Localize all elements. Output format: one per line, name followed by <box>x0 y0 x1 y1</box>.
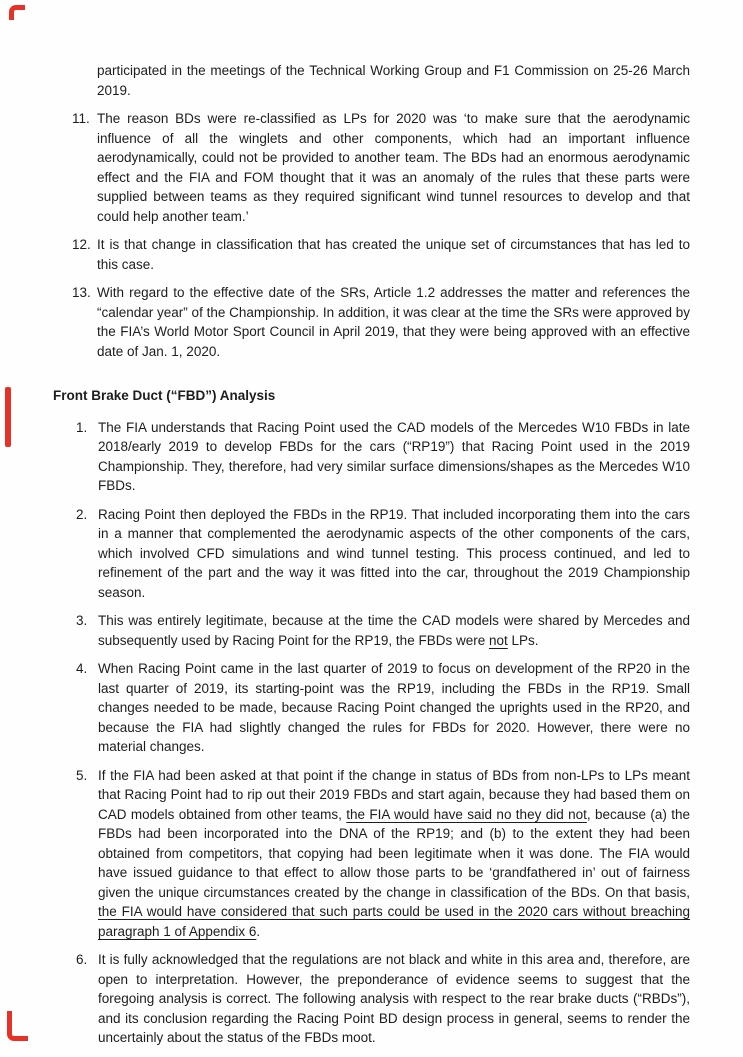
item-number: 2. <box>76 506 88 522</box>
item-text: The FIA understands that Racing Point used the CAD models of the Mercedes W10 FBDs in late 2018/early 2019 to develop FBDs for the cars (“RP19”) that Racing Point used in the 2019 Championship. They, therefore, had very similar surface dimensions/shapes as the Mercedes W10 FBDs. <box>98 419 690 493</box>
numbered-list-1-6 <box>53 418 690 1048</box>
item-number: 3. <box>76 613 88 628</box>
list-item-12 <box>53 235 690 274</box>
item-text: If the FIA had been asked at that point if the change in status of BDs from non-LPs to LPs meant that Racing Point had to rip out their 2019 FBDs and start again, because they had based them on CAD models obtained from other teams, the FIA would have said no they did not, because (a) the FBDs had been incorporated into the DNA of the RP19; and (b) to the extent they had been obtained from competitors, that copying had been legitimate when it was done. The FIA would have issued guidance to that effect to allow those parts to be ‘grandfathered in’ out of fairness given the unique circumstances created by the change in classification of the BDs. On that basis, the FIA would have considered that such parts could be used in the 2020 cars without breaching paragraph 1 of Appendix 6. <box>98 767 690 939</box>
list-item-6 <box>53 950 690 1048</box>
item-text: It is fully acknowledged that the regulations are not black and white in this area and, therefore, are open to interpretation. However, the preponderance of evidence seems to suggest that the foregoing analysis is correct. The following analysis with respect to the rear brake ducts (“RBDs”), and its conclusion regarding the Racing Point BD design process in general, seems to render the uncertainly about the status of the FBDs moot. <box>98 952 690 1045</box>
section-heading: Front Brake Duct (“FBD”) Analysis <box>53 388 276 403</box>
item-text: This was entirely legitimate, because at the time the CAD models were shared by Mercedes and subsequently used by Racing Point for the RP19, the FBDs were not LPs. <box>98 613 690 648</box>
item-number: 13. <box>72 285 91 300</box>
item-number: 11. <box>72 111 90 126</box>
item-text: With regard to the effective date of the SRs, Article 1.2 addresses the matter and references the “calendar year” of the Championship. In addition, it was clear at the time the SRs were approved by the FIA’s World Motor Sport Council in April 2019, that they were being approved with an effective date of Jan. 1, 2020. <box>97 285 690 359</box>
list-item-13 <box>53 283 690 361</box>
item-number: 5. <box>76 767 88 783</box>
item-text: It is that change in classification that has created the unique set of circumstances that has led to this case. <box>97 237 690 272</box>
item-text: The reason BDs were re-classified as LPs for 2020 was ‘to make sure that the aerodynamic influence of all the winglets and other components, which had an important influence aerodynamically, could not be provided to another team. The BDs had an enormous aerodynamic effect and the FIA and FOM thought that it was an anomaly of the rules that these parts were supplied between teams as they required significant wind tunnel resources to develop and that could help another team.’ <box>97 111 690 224</box>
list-item-3 <box>53 611 690 650</box>
list-item-1 <box>53 418 690 496</box>
list-item-2 <box>53 505 690 603</box>
item-number: 6. <box>76 952 88 967</box>
item-number: 1. <box>76 419 88 435</box>
list-item-4 <box>53 659 690 757</box>
item-text: When Racing Point came in the last quarter of 2019 to focus on development of the RP20 in the last quarter of 2019, its starting-point was the RP19, including the FBDs in the RP19. Small changes needed to be made, because Racing Point changed the uprights used in the RP20, and because the FIA had slightly changed the rules for FBDs for 2020. However, there were no material changes. <box>98 661 690 754</box>
item-text: Racing Point then deployed the FBDs in the RP19. That included incorporating them into the cars in a manner that complemented the aerodynamic aspects of the other components of the cars, which involved CFD simulations and wind tunnel testing. This process continued, and led to refinement of the part and the way it was fitted into the car, throughout the 2019 Championship season. <box>98 506 690 600</box>
numbered-list-11-13 <box>53 109 690 361</box>
paragraph-continuation: participated in the meetings of the Technical Working Group and F1 Commission on 25-26 March 2019. <box>97 63 690 98</box>
item-number: 4. <box>76 661 88 676</box>
list-item-11 <box>53 109 690 226</box>
item-number: 12. <box>72 237 91 252</box>
list-item-5 <box>53 766 690 942</box>
